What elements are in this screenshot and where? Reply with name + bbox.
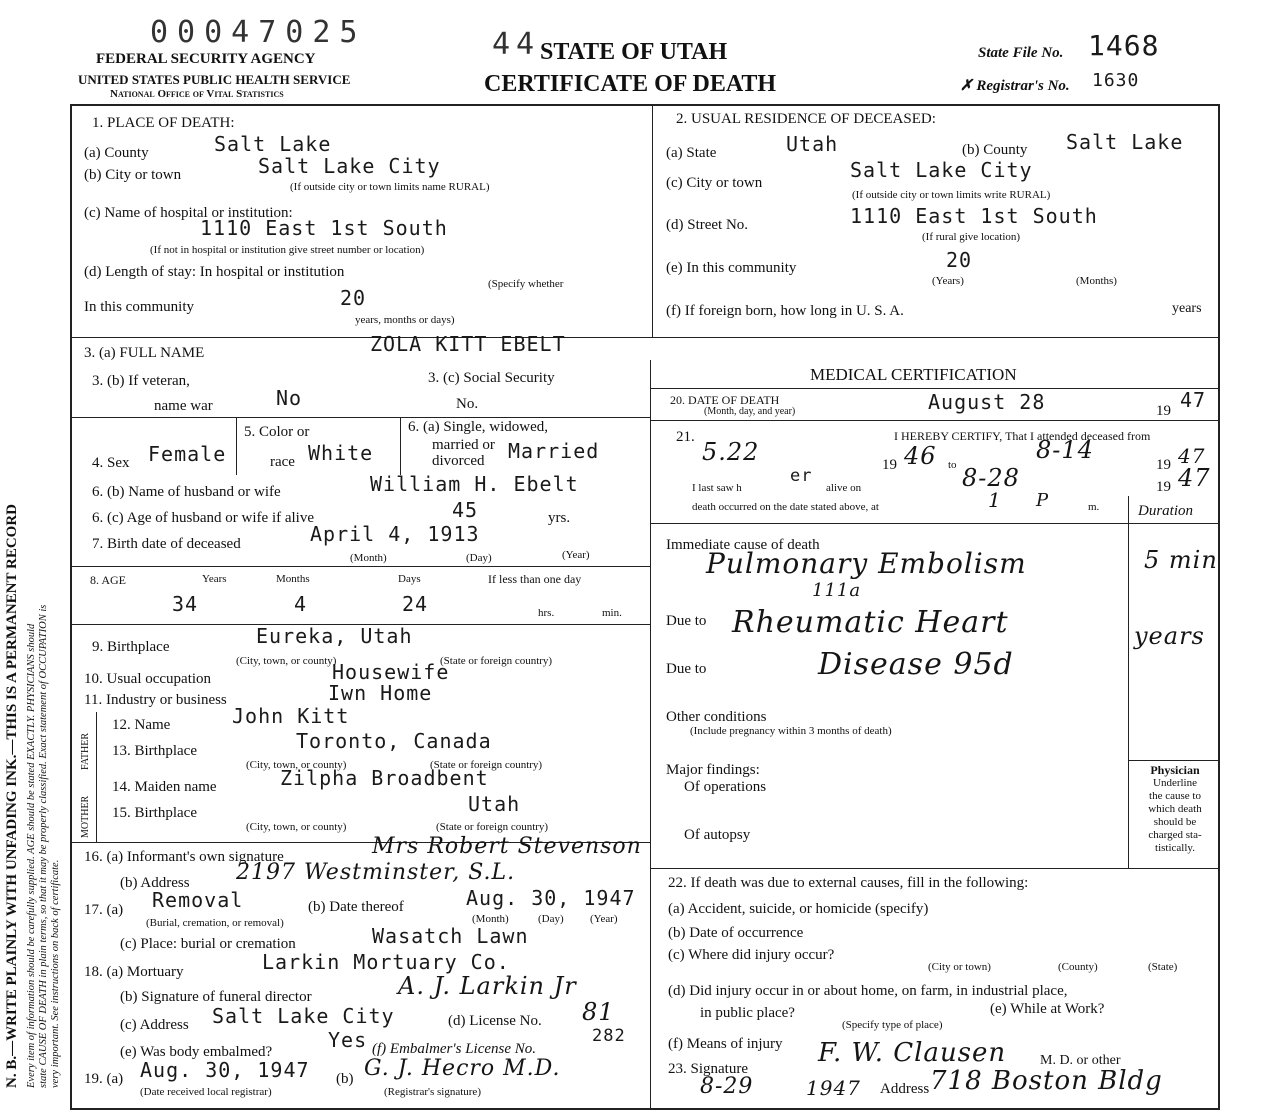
industry-value: Iwn Home [328, 681, 433, 705]
mother-bp-note: (City, town, or county) [246, 821, 347, 833]
major-label: Major findings: [666, 762, 760, 778]
sidebar-line-3: very important. See instructions on back of certificate. [50, 859, 61, 1088]
veteran-label-2: name war [154, 398, 213, 414]
informant-address-value: 2197 Westminster, S.L. [236, 860, 516, 885]
spouse-age-label: 6. (c) Age of husband or wife if alive [92, 510, 315, 526]
agency-line-2: UNITED STATES PUBLIC HEALTH SERVICE [78, 72, 351, 87]
stamp-number: 00047025 [150, 15, 367, 50]
mother-label: MOTHER [80, 795, 91, 838]
res-street-label: (d) Street No. [666, 217, 749, 233]
community-label: In this community [84, 299, 194, 315]
signature-value: F. W. Clausen [818, 1038, 1007, 1068]
spouse-age-unit: yrs. [548, 510, 571, 526]
dod-value: August 28 [928, 390, 1046, 414]
attend-to: 8-14 [1036, 436, 1094, 464]
mother-bp-value: Utah [468, 792, 521, 816]
place-city-label: (b) City or town [84, 167, 182, 183]
lastsaw-yr-prefix: 19 [1156, 479, 1171, 495]
age-months-label: Months [276, 573, 310, 585]
autopsy-label: Of autopsy [684, 827, 751, 843]
divider-duration [1128, 496, 1129, 868]
age-years: 34 [172, 592, 199, 616]
veteran-label: 3. (b) If veteran, [92, 373, 190, 389]
dod-year-prefix: 19 [1156, 403, 1171, 419]
birth-value: April 4, 1913 [310, 522, 480, 546]
cert-num: 21. [676, 429, 695, 445]
color-value: White [308, 441, 374, 465]
community-note: years, months or days) [355, 314, 455, 326]
divider-attend [650, 420, 1220, 421]
birthplace-note-2: (State or foreign country) [440, 655, 553, 667]
divider-color [236, 417, 237, 475]
address-value: 718 Boston Bldg [930, 1066, 1163, 1096]
external-d: (d) Did injury occur in or about home, on farm, in industrial place, [668, 983, 1068, 999]
residence-title: 2. USUAL RESIDENCE OF DECEASED: [676, 111, 936, 127]
physician-box-line: the cause to [1149, 790, 1201, 802]
res-state-value: Utah [786, 132, 839, 156]
physician-box-line: tistically. [1155, 842, 1195, 854]
color-label-2: race [270, 454, 295, 470]
birth-month: (Month) [350, 552, 387, 564]
other-note: (Include pregnancy within 3 months of death) [690, 725, 892, 737]
physician-box-line: should be [1153, 816, 1197, 828]
removal-label: 17. (a) [84, 902, 124, 918]
lastsaw-yr: 47 [1178, 464, 1211, 492]
external-c-county: (County) [1058, 961, 1098, 973]
age-days: 24 [402, 592, 429, 616]
res-years-label: (Years) [932, 275, 964, 287]
father-bp-note: (City, town, or county) [246, 759, 347, 771]
res-foreign-label: (f) If foreign born, how long in U. S. A. [666, 303, 904, 319]
marital-label: 6. (a) Single, widowed, [408, 419, 548, 435]
ssn-label: 3. (c) Social Security [428, 370, 555, 386]
external-f: (f) Means of injury [668, 1036, 783, 1052]
age-hrs: hrs. [538, 607, 555, 619]
disposition-date-day: (Day) [538, 913, 564, 925]
veteran-value: No [276, 386, 303, 410]
center-divider-top [652, 104, 653, 338]
immediate-sub: 111a [812, 580, 862, 601]
birth-day: (Day) [466, 552, 492, 564]
divider-marital [400, 417, 401, 475]
external-b: (b) Date of occurrence [668, 925, 804, 941]
lastsaw-date: 8-28 [962, 464, 1020, 492]
father-bp-note-2: (State or foreign country) [430, 759, 543, 771]
burial-place-label: (c) Place: burial or cremation [120, 936, 296, 952]
divider-fullname [70, 337, 1220, 338]
occurred-label: death occurred on the date stated above, at [692, 501, 879, 513]
disposition-date-value: Aug. 30, 1947 [466, 886, 636, 910]
hospital-value: 1110 East 1st South [200, 216, 448, 240]
res-street-note: (If rural give location) [922, 231, 1021, 243]
sidebar-line-1: Every item of information should be carefully supplied. AGE should be stated EXACTLY. PHYSICIANS should [26, 623, 37, 1088]
lastsaw-her: er [790, 466, 813, 486]
removal-value: Removal [152, 888, 244, 912]
informant-address-label: (b) Address [120, 875, 190, 891]
physician-box-line: charged sta- [1148, 829, 1202, 841]
external-e: (e) While at Work? [990, 1001, 1105, 1017]
address-label: Address [880, 1081, 930, 1097]
father-name-value: John Kitt [232, 704, 350, 728]
res-foreign-years: years [1172, 301, 1202, 316]
place-of-death-title: 1. PLACE OF DEATH: [92, 115, 235, 131]
fullname-value: ZOLA KITT EBELT [370, 332, 566, 356]
mortuary-address-label: (c) Address [120, 1017, 189, 1033]
registrar-label-text: Registrar's No. [976, 78, 1070, 94]
registrar-sig-note: (Registrar's signature) [384, 1086, 481, 1098]
sex-value: Female [148, 442, 227, 466]
hospital-note: (If not in hospital or institution give street number or location) [150, 244, 425, 256]
sidebar-main: N. B.—WRITE PLAINLY WITH UNFADING INK.—THIS IS A PERMANENT RECORD [4, 504, 20, 1088]
signature-label: 23. Signature [668, 1061, 748, 1077]
res-community-label: (e) In this community [666, 260, 797, 276]
registrar-sig-value: G. J. Hecro M.D. [364, 1056, 561, 1081]
industry-label: 11. Industry or business [84, 692, 227, 708]
sex-label: 4. Sex [92, 455, 130, 471]
father-label: FATHER [80, 732, 91, 770]
center-divider-mid [650, 360, 651, 1110]
birth-year: (Year) [562, 549, 590, 561]
divider-immediate [650, 523, 1220, 524]
father-name-label: 12. Name [112, 717, 171, 733]
mother-name-label: 14. Maiden name [112, 779, 217, 795]
other-label: Other conditions [666, 709, 767, 725]
signature-date: 8-29 [700, 1074, 754, 1099]
marital-label-2: married or [432, 437, 495, 453]
informant-sig-value: Mrs Robert Stevenson [372, 834, 642, 859]
title-certificate: CERTIFICATE OF DEATH [484, 71, 777, 97]
received-label: 19. (a) [84, 1071, 124, 1087]
embalmer-value: 282 [592, 1026, 626, 1046]
divider-parents [96, 712, 97, 842]
color-label: 5. Color or [244, 424, 310, 440]
dod-year: 47 [1180, 388, 1207, 412]
specify-note: (Specify whether [488, 278, 564, 290]
burial-place-value: Wasatch Lawn [372, 924, 529, 948]
due1-label: Due to [666, 613, 707, 629]
due2-label: Due to [666, 661, 707, 677]
community-value: 20 [340, 286, 367, 310]
age-days-label: Days [398, 573, 421, 585]
due1-duration: years [1134, 622, 1205, 650]
alive-label: alive on [826, 482, 862, 494]
agency-line-1: FEDERAL SECURITY AGENCY [96, 51, 316, 67]
mortuary-value: Larkin Mortuary Co. [262, 950, 510, 974]
embalmed-value: Yes [328, 1028, 368, 1052]
attend-from-yr: 46 [904, 442, 937, 470]
agency-line-3: National Office of Vital Statistics [110, 88, 284, 100]
embalmer-label: (f) Embalmer's License No. [372, 1041, 537, 1057]
due1-value: Rheumatic Heart [732, 605, 1009, 640]
lastsaw-label: I last saw h [692, 482, 742, 494]
hospital-label: (c) Name of hospital or institution: [84, 205, 293, 221]
operations-label: Of operations [684, 779, 767, 795]
divider-sex-row [70, 417, 650, 418]
state-file-value: 1468 [1088, 29, 1160, 62]
res-city-value: Salt Lake City [850, 158, 1033, 182]
attend-to-label: to [948, 459, 957, 471]
signature-year: 1947 [806, 1076, 861, 1100]
birthplace-note: (City, town, or county) [236, 655, 337, 667]
license-label: (d) License No. [448, 1013, 542, 1029]
disposition-date-label: (b) Date thereof [308, 899, 404, 915]
physician-box-line: which death [1148, 803, 1202, 815]
director-label: (b) Signature of funeral director [120, 989, 312, 1005]
age-months: 4 [294, 592, 308, 616]
place-county-value: Salt Lake [214, 132, 332, 156]
md-label: M. D. or other [1040, 1053, 1121, 1068]
title-state: STATE OF UTAH [540, 39, 728, 65]
res-county-label: (b) County [962, 142, 1028, 158]
res-city-note: (If outside city or town limits write RURAL) [852, 189, 1051, 201]
received-value: Aug. 30, 1947 [140, 1058, 310, 1082]
external-title: 22. If death was due to external causes, fill in the following: [668, 875, 1029, 891]
registrar-sig-label: (b) [336, 1071, 354, 1087]
father-bp-value: Toronto, Canada [296, 729, 492, 753]
age-lt-label: If less than one day [488, 572, 582, 586]
age-min: min. [602, 607, 622, 619]
attend-to-yr-prefix: 19 [1156, 457, 1171, 473]
received-note: (Date received local registrar) [140, 1086, 272, 1098]
occurred-time: 1 [988, 488, 1002, 512]
res-months-label: (Months) [1076, 275, 1117, 287]
occurred-pm: P [1036, 490, 1050, 511]
embalmed-label: (e) Was body embalmed? [120, 1044, 273, 1060]
occupation-value: Housewife [332, 660, 450, 684]
res-community-value: 20 [946, 248, 973, 272]
res-city-label: (c) City or town [666, 175, 763, 191]
external-c: (c) Where did injury occur? [668, 947, 835, 963]
res-county-value: Salt Lake [1066, 130, 1184, 154]
res-street-value: 1110 East 1st South [850, 204, 1098, 228]
birthplace-label: 9. Birthplace [92, 639, 170, 655]
fullname-label: 3. (a) FULL NAME [84, 345, 205, 361]
place-city-note: (If outside city or town limits name RURAL) [290, 181, 490, 193]
registrar-value: 1630 [1092, 70, 1140, 91]
marital-value: Married [508, 439, 600, 463]
mother-name-value: Zilpha Broadbent [280, 766, 489, 790]
res-state-label: (a) State [666, 145, 717, 161]
informant-sig-label: 16. (a) Informant's own signature [84, 849, 284, 865]
dod-note: (Month, day, and year) [704, 406, 796, 417]
medical-title: MEDICAL CERTIFICATION [810, 365, 1017, 384]
external-d-2: in public place? [700, 1005, 795, 1021]
duration-label: Duration [1138, 503, 1194, 519]
place-county-label: (a) County [84, 145, 149, 161]
mother-bp-note-2: (State or foreign country) [436, 821, 549, 833]
birth-label: 7. Birth date of deceased [92, 536, 241, 552]
mother-bp-label: 15. Birthplace [112, 805, 197, 821]
marital-label-3: divorced [432, 453, 485, 469]
divider-age [70, 566, 650, 567]
spouse-label: 6. (b) Name of husband or wife [92, 484, 281, 500]
age-label: 8. AGE [90, 573, 126, 587]
stamp-suffix: 44 [492, 27, 541, 62]
attend-to-yr: 47 [1178, 444, 1206, 468]
external-c-city: (City or town) [928, 961, 991, 973]
divider-medical-title [650, 388, 1220, 389]
external-c-state: (State) [1148, 961, 1178, 973]
registrar-label: ✗ Registrar's No. [960, 78, 1070, 94]
physician-box-line: Underline [1153, 777, 1197, 789]
removal-note: (Burial, cremation, or removal) [146, 917, 284, 929]
spouse-age-value: 45 [452, 498, 479, 522]
external-a: (a) Accident, suicide, or homicide (specify) [668, 901, 929, 917]
birthplace-value: Eureka, Utah [256, 624, 413, 648]
father-bp-label: 13. Birthplace [112, 743, 197, 759]
attend-from: 5.22 [702, 438, 760, 466]
immediate-duration: 5 min [1144, 546, 1218, 574]
mortuary-label: 18. (a) Mortuary [84, 964, 184, 980]
age-years-label: Years [202, 573, 227, 585]
sidebar-line-2: state CAUSE OF DEATH in plain terms, so that it may be properly classified. Exact statement of OCCUPATION is [38, 604, 49, 1088]
spouse-value: William H. Ebelt [370, 472, 579, 496]
occurred-m: m. [1088, 501, 1100, 513]
external-d-specify: (Specify type of place) [842, 1019, 943, 1031]
due2-value: Disease 95d [818, 647, 1014, 682]
immediate-label: Immediate cause of death [666, 537, 820, 553]
place-city-value: Salt Lake City [258, 154, 441, 178]
occupation-label: 10. Usual occupation [84, 671, 212, 687]
cert-text: I HEREBY CERTIFY, That I attended deceased from [894, 429, 1151, 443]
physician-box-line: Physician [1150, 763, 1200, 777]
disposition-date-month: (Month) [472, 913, 509, 925]
license-value: 81 [582, 998, 615, 1026]
dod-label: 20. DATE OF DEATH [670, 393, 780, 407]
attend-from-yr-prefix: 19 [882, 457, 897, 473]
director-value: A. J. Larkin Jr [398, 972, 577, 1000]
divider-external [650, 868, 1220, 869]
stay-label: (d) Length of stay: In hospital or institution [84, 264, 345, 280]
divider-physician-box [1128, 760, 1220, 761]
immediate-value: Pulmonary Embolism [706, 547, 1027, 580]
state-file-label: State File No. [978, 45, 1064, 61]
physician-box [1130, 764, 1220, 855]
mortuary-address-value: Salt Lake City [212, 1004, 395, 1028]
disposition-date-year: (Year) [590, 913, 618, 925]
ssn-label-2: No. [456, 396, 479, 412]
